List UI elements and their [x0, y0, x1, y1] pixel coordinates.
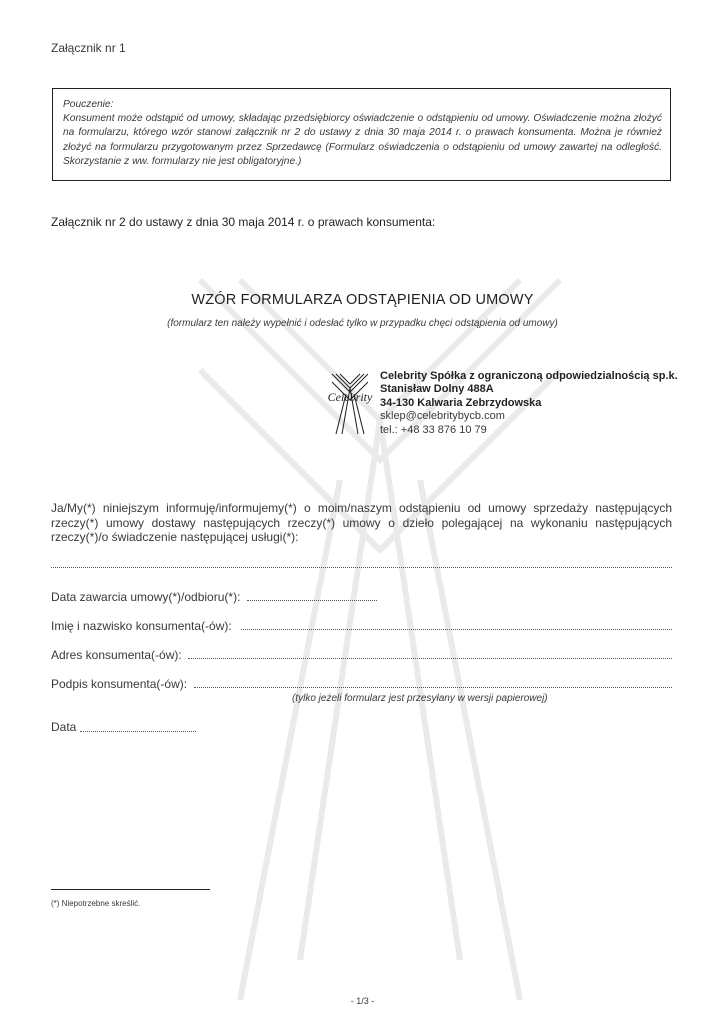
attachment-label: Załącznik nr 1	[51, 41, 126, 55]
consumer-signature-field[interactable]	[194, 687, 672, 688]
company-phone: tel.: +48 33 876 10 79	[380, 423, 487, 436]
watermark-logo	[180, 240, 580, 1000]
consumer-address-field[interactable]	[188, 658, 672, 659]
company-street: Stanisław Dolny 488A	[380, 383, 494, 396]
date-field[interactable]	[80, 731, 196, 732]
notice-box	[52, 88, 671, 181]
footnote: (*) Niepotrzebne skreślić.	[51, 899, 141, 908]
company-name: Celebrity Spółka z ograniczoną odpowiedzialnością sp.k.	[380, 370, 678, 382]
contract-date-label: Data zawarcia umowy(*)/odbioru(*):	[51, 590, 241, 604]
page-number: - 1/3 -	[350, 996, 375, 1006]
declaration-text: Ja/My(*) niniejszym informuję/informujemy(*) o moim/naszym odstąpieniu od umowy sprzedaży następujących rzeczy(*) umowy dostawy następujących rzeczy(*) umowy o dzieło polegającej na wykonaniu następujących rzeczy(*)/o świadczenie następującej usługi(*):	[51, 501, 672, 545]
signature-note: (tylko jeżeli formularz jest przesyłany w wersji papierowej)	[292, 693, 548, 704]
consumer-name-label: Imię i nazwisko konsumenta(-ów):	[51, 619, 232, 633]
company-email[interactable]: sklep@celebritybycb.com	[380, 410, 505, 423]
annex-title: Załącznik nr 2 do ustawy z dnia 30 maja 2014 r. o prawach konsumenta:	[51, 215, 436, 229]
company-info	[380, 370, 678, 437]
date-label: Data	[51, 720, 77, 734]
items-fill-line[interactable]	[51, 567, 672, 568]
contract-date-field[interactable]	[247, 600, 377, 601]
consumer-signature-label: Podpis konsumenta(-ów):	[51, 677, 188, 691]
logo-wordmark: Celebrity	[327, 390, 373, 404]
company-logo-icon	[326, 370, 374, 436]
notice-title: Pouczenie:	[63, 99, 114, 110]
form-title: WZÓR FORMULARZA ODSTĄPIENIA OD UMOWY	[191, 292, 534, 308]
consumer-address-label: Adres konsumenta(-ów):	[51, 648, 182, 662]
consumer-name-field[interactable]	[241, 629, 672, 630]
form-subtitle: (formularz ten należy wypełnić i odesłać tylko w przypadku chęci odstąpienia od umowy)	[167, 318, 558, 329]
notice-body: Konsument może odstąpić od umowy, składając przedsiębiorcy oświadczenie o odstąpieniu od umowy. Oświadczenie można złożyć na formularzu, którego wzór stanowi załącznik nr 2 do ustawy z dnia 30 maja 2014 r. o prawach konsumenta. Można je również złożyć na formularzu przygotowanym przez Sprzedawcę (Formularz oświadczenia o odstąpieniu od umowy zawartej na odległość. Skorzystanie z ww. formularzy nie jest obligatoryjne.)	[63, 113, 662, 167]
footnote-divider	[51, 889, 210, 890]
company-city: 34-130 Kalwaria Zebrzydowska	[380, 396, 542, 409]
